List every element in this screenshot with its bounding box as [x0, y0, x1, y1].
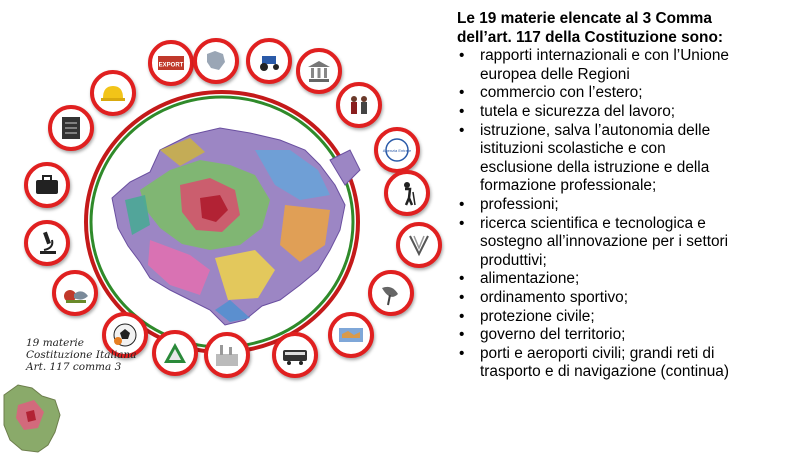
slide-heading — [457, 10, 795, 47]
list-item-text: ordinamento sportivo; — [480, 288, 628, 306]
compass-tools-icon — [396, 222, 442, 268]
list-item-text: tutela e sicurezza del lavoro; — [480, 102, 676, 120]
bullet-marker: • — [459, 84, 465, 102]
diagram-caption — [26, 337, 156, 373]
list-item-text: europea delle Regioni — [480, 65, 630, 83]
list-item — [457, 345, 795, 382]
bullet-marker: • — [459, 121, 465, 139]
materie-list — [457, 47, 795, 382]
factory-icon — [204, 332, 250, 378]
professionals-icon — [336, 82, 382, 128]
bullet-marker: • — [459, 326, 465, 344]
list-item-text: governo del territorio; — [480, 326, 626, 344]
list-item — [457, 326, 795, 345]
caption-line-1: 19 materie — [26, 337, 84, 349]
province-map — [112, 128, 360, 325]
bullet-marker: • — [459, 47, 465, 65]
list-item-text: protezione civile; — [480, 307, 595, 325]
bank-icon — [296, 48, 342, 94]
list-item — [457, 215, 795, 271]
heading-line-2: dell’art. 117 della Costituzione sono: — [457, 28, 723, 46]
list-item — [457, 270, 795, 289]
bullet-marker: • — [459, 344, 465, 362]
export-icon — [148, 40, 194, 86]
bullet-marker: • — [459, 288, 465, 306]
briefcase-icon — [24, 162, 70, 208]
heading-line-1: Le 19 materie elencate al 3 Comma — [457, 10, 712, 27]
list-item-text: porti e aeroporti civili; grandi reti di — [480, 344, 715, 362]
train-icon — [272, 332, 318, 378]
list-item — [457, 308, 795, 327]
list-item — [457, 103, 795, 122]
list-item-text: ricerca scientifica e tecnologica e — [480, 214, 706, 232]
list-item — [457, 84, 795, 103]
list-item-text: trasporto e di navigazione (continua) — [480, 363, 729, 381]
list-item — [457, 122, 795, 196]
caption-line-3: Art. 117 comma 3 — [26, 361, 122, 373]
bullet-marker: • — [459, 270, 465, 288]
civil-protection-icon — [152, 330, 198, 376]
safety-helmet-icon — [90, 70, 136, 116]
bullet-marker: • — [459, 102, 465, 120]
list-item-text: sostegno all’innovazione per i settori — [480, 233, 729, 251]
list-item — [457, 47, 795, 84]
caption-line-2: Costituzione Italiana — [26, 349, 137, 361]
list-item-text: istituzioni scolastiche e con — [480, 140, 666, 158]
food-icon — [52, 270, 98, 316]
bullet-marker: • — [459, 307, 465, 325]
list-item-text: professioni; — [480, 195, 559, 213]
list-item-text: alimentazione; — [480, 270, 580, 288]
svg-text:Agenzia Entrate: Agenzia Entrate — [382, 148, 412, 153]
microscope-icon — [24, 220, 70, 266]
list-item-text: esclusione della istruzione e della — [480, 158, 710, 176]
satellite-dish-icon — [368, 270, 414, 316]
list-item-text: formazione professionale; — [480, 177, 657, 195]
territory-map-icon — [328, 312, 374, 358]
list-item-text: produttivi; — [480, 251, 547, 269]
materie-text — [457, 10, 795, 382]
svg-text:EXPORT: EXPORT — [158, 62, 184, 69]
bullet-marker: • — [459, 214, 465, 232]
list-item-text: rapporti internazionali e con l’Unione — [480, 47, 729, 65]
elderly-person-icon — [384, 170, 430, 216]
tractor-icon — [246, 38, 292, 84]
list-item-text: commercio con l’estero; — [480, 84, 643, 102]
european-union-map-icon — [193, 38, 239, 84]
list-item — [457, 289, 795, 308]
mini-province-map — [4, 385, 60, 452]
list-item — [457, 196, 795, 215]
list-item-text: istruzione, salva l’autonomia delle — [480, 121, 711, 139]
school-blackboard-icon — [48, 105, 94, 151]
bullet-marker: • — [459, 195, 465, 213]
agenzia-entrate-icon — [374, 127, 420, 173]
